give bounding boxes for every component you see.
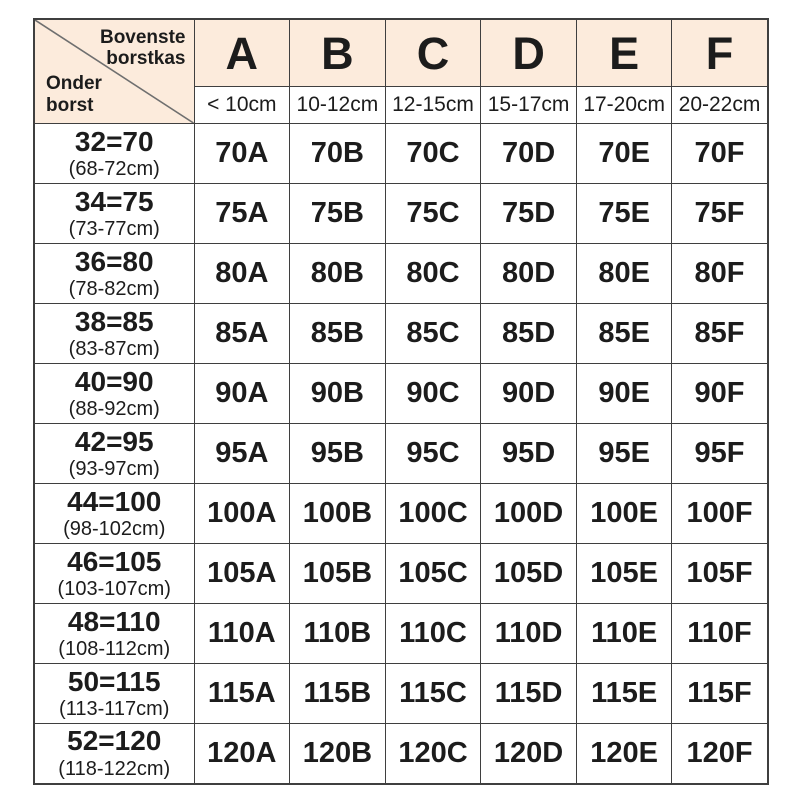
size-value-cell: 120E xyxy=(576,724,672,784)
row-size-label: 46=105 xyxy=(67,545,162,577)
table-row xyxy=(34,124,768,184)
cup-range-header: 17-20cm xyxy=(576,87,672,124)
corner-cell xyxy=(34,19,194,124)
size-value-cell: 85C xyxy=(385,304,481,364)
row-header-cell xyxy=(34,124,194,184)
cup-letter-header: D xyxy=(481,19,577,87)
size-value-cell: 105E xyxy=(576,544,672,604)
size-value-cell: 90B xyxy=(290,364,386,424)
row-size-label: 50=115 xyxy=(67,665,161,697)
size-value-cell: 95B xyxy=(290,424,386,484)
cup-letter-header: A xyxy=(194,19,290,87)
row-range-label: (113-117cm) xyxy=(59,698,170,721)
size-value-cell: 80E xyxy=(576,244,672,304)
cup-letter-header: E xyxy=(576,19,672,87)
size-value-cell: 75F xyxy=(672,184,768,244)
size-value-cell: 115B xyxy=(290,664,386,724)
row-range-label: (93-97cm) xyxy=(68,458,160,481)
size-value-cell: 110C xyxy=(385,604,481,664)
size-value-cell: 95C xyxy=(385,424,481,484)
row-size-label: 36=80 xyxy=(74,245,154,277)
row-range-label: (88-92cm) xyxy=(68,398,160,421)
table-row xyxy=(34,724,768,784)
row-range-label: (83-87cm) xyxy=(68,338,160,361)
cup-letter-header: C xyxy=(385,19,481,87)
size-value-cell: 90F xyxy=(672,364,768,424)
size-value-cell: 115A xyxy=(194,664,290,724)
size-value-cell: 120D xyxy=(481,724,577,784)
row-range-label: (118-122cm) xyxy=(58,758,171,781)
row-header-cell xyxy=(34,484,194,544)
size-value-cell: 95D xyxy=(481,424,577,484)
size-value-cell: 90A xyxy=(194,364,290,424)
size-value-cell: 110A xyxy=(194,604,290,664)
size-value-cell: 100B xyxy=(290,484,386,544)
table-row xyxy=(34,484,768,544)
size-value-cell: 105F xyxy=(672,544,768,604)
size-value-cell: 80F xyxy=(672,244,768,304)
size-value-cell: 95E xyxy=(576,424,672,484)
size-value-cell: 70E xyxy=(576,124,672,184)
size-value-cell: 80D xyxy=(481,244,577,304)
size-value-cell: 110E xyxy=(576,604,672,664)
size-value-cell: 70D xyxy=(481,124,577,184)
row-header-cell xyxy=(34,364,194,424)
size-value-cell: 120C xyxy=(385,724,481,784)
table-row xyxy=(34,304,768,364)
size-value-cell: 70F xyxy=(672,124,768,184)
row-header-cell xyxy=(34,604,194,664)
row-size-label: 52=120 xyxy=(67,725,162,757)
cup-range-header: 15-17cm xyxy=(481,87,577,124)
row-header-cell xyxy=(34,544,194,604)
row-size-label: 48=110 xyxy=(67,605,161,637)
size-value-cell: 110B xyxy=(290,604,386,664)
size-value-cell: 95A xyxy=(194,424,290,484)
size-value-cell: 115E xyxy=(576,664,672,724)
size-value-cell: 70C xyxy=(385,124,481,184)
size-value-cell: 85A xyxy=(194,304,290,364)
size-value-cell: 90C xyxy=(385,364,481,424)
row-range-label: (108-112cm) xyxy=(58,638,171,661)
size-value-cell: 90D xyxy=(481,364,577,424)
size-value-cell: 105C xyxy=(385,544,481,604)
size-value-cell: 75D xyxy=(481,184,577,244)
size-value-cell: 75B xyxy=(290,184,386,244)
size-value-cell: 90E xyxy=(576,364,672,424)
table-row xyxy=(34,604,768,664)
size-value-cell: 105D xyxy=(481,544,577,604)
size-value-cell: 85B xyxy=(290,304,386,364)
table-row xyxy=(34,664,768,724)
table-row xyxy=(34,544,768,604)
row-range-label: (78-82cm) xyxy=(68,278,160,301)
table-row xyxy=(34,184,768,244)
row-size-label: 42=95 xyxy=(74,425,154,457)
row-size-label: 32=70 xyxy=(74,125,154,157)
row-header-cell xyxy=(34,724,194,784)
row-header-cell xyxy=(34,304,194,364)
corner-top-label: Bovenste borstkas xyxy=(99,27,186,70)
size-value-cell: 105B xyxy=(290,544,386,604)
size-value-cell: 100D xyxy=(481,484,577,544)
size-value-cell: 100A xyxy=(194,484,290,544)
size-value-cell: 100E xyxy=(576,484,672,544)
size-value-cell: 110F xyxy=(672,604,768,664)
cup-letter-header: F xyxy=(672,19,768,87)
size-value-cell: 70B xyxy=(290,124,386,184)
corner-bottom-label: Onder borst xyxy=(46,73,102,116)
cup-letter-header: B xyxy=(290,19,386,87)
table-row xyxy=(34,244,768,304)
size-value-cell: 80A xyxy=(194,244,290,304)
size-value-cell: 105A xyxy=(194,544,290,604)
letters-row xyxy=(34,19,768,87)
size-value-cell: 70A xyxy=(194,124,290,184)
size-value-cell: 85D xyxy=(481,304,577,364)
size-value-cell: 85E xyxy=(576,304,672,364)
table-body xyxy=(34,124,768,784)
size-value-cell: 115F xyxy=(672,664,768,724)
size-value-cell: 100C xyxy=(385,484,481,544)
size-value-cell: 120B xyxy=(290,724,386,784)
row-size-label: 34=75 xyxy=(74,185,154,217)
table-row xyxy=(34,424,768,484)
size-value-cell: 75E xyxy=(576,184,672,244)
size-value-cell: 80C xyxy=(385,244,481,304)
row-size-label: 38=85 xyxy=(74,305,154,337)
bra-size-chart-table xyxy=(33,18,769,785)
size-value-cell: 115D xyxy=(481,664,577,724)
size-value-cell: 110D xyxy=(481,604,577,664)
row-range-label: (73-77cm) xyxy=(68,218,160,241)
size-value-cell: 75A xyxy=(194,184,290,244)
cup-range-header: < 10cm xyxy=(194,87,290,124)
size-value-cell: 115C xyxy=(385,664,481,724)
table-header xyxy=(34,19,768,124)
row-header-cell xyxy=(34,424,194,484)
size-value-cell: 85F xyxy=(672,304,768,364)
size-value-cell: 75C xyxy=(385,184,481,244)
row-range-label: (103-107cm) xyxy=(57,578,171,601)
row-header-cell xyxy=(34,664,194,724)
table-row xyxy=(34,364,768,424)
row-header-cell xyxy=(34,184,194,244)
size-value-cell: 80B xyxy=(290,244,386,304)
size-value-cell: 95F xyxy=(672,424,768,484)
size-value-cell: 100F xyxy=(672,484,768,544)
row-header-cell xyxy=(34,244,194,304)
cup-range-header: 20-22cm xyxy=(672,87,768,124)
cup-range-header: 10-12cm xyxy=(290,87,386,124)
size-value-cell: 120F xyxy=(672,724,768,784)
cup-range-header: 12-15cm xyxy=(385,87,481,124)
row-size-label: 44=100 xyxy=(67,485,162,517)
row-range-label: (98-102cm) xyxy=(63,518,166,541)
size-value-cell: 120A xyxy=(194,724,290,784)
row-range-label: (68-72cm) xyxy=(68,158,160,181)
row-size-label: 40=90 xyxy=(74,365,154,397)
